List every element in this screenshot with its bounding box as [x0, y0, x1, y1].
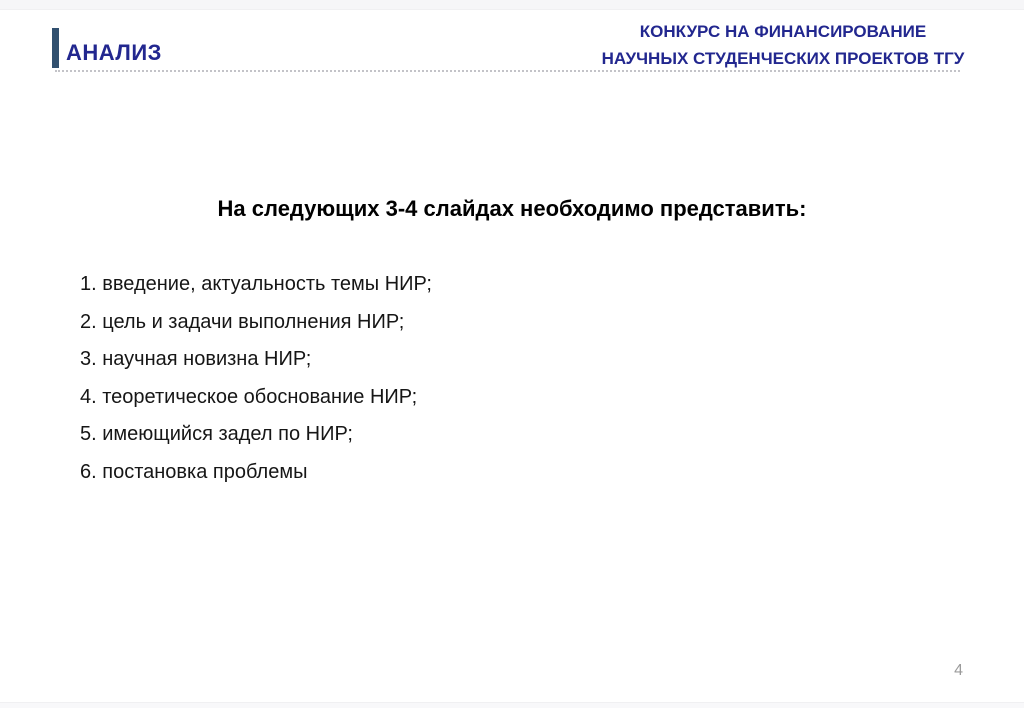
list-item: 6. постановка проблемы	[80, 460, 308, 483]
list-item: 5. имеющийся задел по НИР;	[80, 423, 353, 445]
event-title-line1: КОНКУРС НА ФИНАНСИРОВАНИЕ	[639, 22, 927, 41]
slide-title: На следующих 3-4 слайдах необходимо представить:	[217, 196, 807, 221]
requirements-list	[80, 266, 432, 491]
header-divider	[55, 62, 960, 72]
page-number: 4	[954, 662, 963, 679]
list-item: 2. цель и задачи выполнения НИР;	[80, 310, 405, 333]
event-title-line2: НАУЧНЫХ СТУДЕНЧЕСКИХ ПРОЕКТОВ ТГУ	[601, 49, 965, 68]
slide-top-edge	[0, 0, 1024, 10]
list-item: 3. научная новизна НИР;	[80, 348, 312, 370]
list-item: 1. введение, актуальность темы НИР;	[80, 273, 432, 295]
section-label: АНАЛИЗ	[66, 40, 162, 65]
slide-bottom-edge	[0, 702, 1024, 708]
list-item: 4. теоретическое обоснование НИР;	[80, 385, 418, 408]
